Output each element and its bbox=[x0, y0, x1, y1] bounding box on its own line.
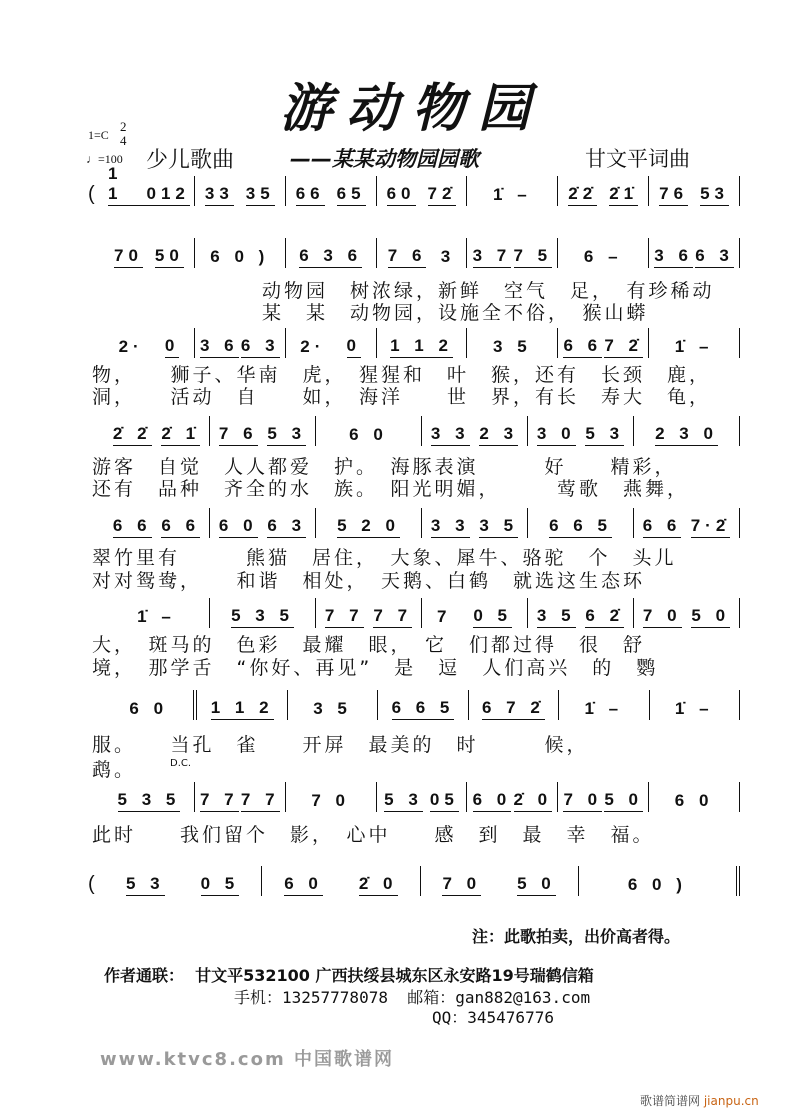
measure bbox=[286, 328, 377, 358]
measure bbox=[104, 598, 210, 628]
note-group: 6 3 bbox=[267, 516, 306, 538]
note-group: 72̇ bbox=[428, 184, 457, 206]
note-group: 65 bbox=[337, 184, 366, 206]
measure bbox=[558, 176, 649, 206]
notation-row bbox=[88, 598, 740, 628]
watermark: www.ktvc8.com 中国歌谱网 bbox=[100, 1049, 394, 1070]
measure bbox=[649, 328, 740, 358]
note-group: 5 2 0 bbox=[337, 516, 400, 538]
measure bbox=[649, 238, 740, 268]
auction-note: 注：此歌拍卖，出价高者得。 bbox=[472, 927, 681, 946]
note-group: 012 bbox=[146, 184, 189, 206]
composer: 甘文平词曲 bbox=[585, 147, 690, 171]
tempo: ♩=100 bbox=[86, 152, 123, 166]
note-group: 7 0 bbox=[311, 791, 350, 810]
measure bbox=[104, 328, 195, 358]
site-domain: jianpu.cn bbox=[703, 1094, 759, 1108]
note-group: 3 7 bbox=[473, 246, 512, 268]
note-group: 0 5 bbox=[201, 874, 240, 896]
subtitle: ——某某动物园园歌 bbox=[290, 147, 479, 171]
measure bbox=[104, 508, 210, 538]
note-group: 7 0 bbox=[563, 790, 602, 812]
note-group: 6 6 5 bbox=[549, 516, 612, 538]
note-group: 2̇ 0 bbox=[514, 790, 553, 812]
song-title: 游动物园 bbox=[280, 79, 545, 139]
note-group: 6 0 bbox=[674, 791, 714, 810]
note-group: 0 bbox=[165, 336, 179, 358]
note-group: 6 7 2̇ bbox=[482, 698, 545, 720]
measure bbox=[316, 416, 422, 446]
lyric-line: 翠竹里有 熊猫 居住， 大象、犀牛、骆驼 个 头儿 bbox=[92, 547, 677, 569]
measure bbox=[558, 238, 649, 268]
note-group: 5 0 bbox=[691, 606, 730, 628]
note-group: 66 bbox=[296, 184, 325, 206]
note-group: 7 6 bbox=[388, 246, 427, 268]
note-group: 2· bbox=[300, 337, 326, 356]
measure bbox=[421, 866, 579, 896]
measure bbox=[104, 164, 195, 206]
note-group: 6 0 bbox=[473, 790, 512, 812]
note-group: 50 bbox=[155, 246, 184, 268]
measure bbox=[316, 598, 422, 628]
note-group: 6 6 bbox=[113, 516, 152, 538]
note-group: 5 3 5 bbox=[118, 790, 181, 812]
note-group: 7 7 bbox=[241, 790, 280, 812]
measure bbox=[649, 176, 740, 206]
note-group: 7 6 bbox=[219, 424, 258, 446]
measure bbox=[195, 176, 286, 206]
note-group: 6 6 bbox=[643, 516, 682, 538]
note-group: 6 3 bbox=[241, 336, 280, 358]
note-group: 1 1 2 bbox=[211, 698, 274, 720]
measure bbox=[634, 416, 740, 446]
notation-row bbox=[88, 782, 740, 812]
lyric-line: 洞， 活动 自 如， 海洋 世 界，有长 寿大 龟， bbox=[92, 386, 712, 408]
note-group: 7·2̇ bbox=[691, 516, 731, 538]
measure bbox=[559, 690, 649, 720]
time-signature bbox=[120, 120, 127, 148]
measure bbox=[104, 866, 262, 896]
measure bbox=[377, 238, 468, 268]
da-capo-mark: D.C. bbox=[170, 758, 192, 769]
note-group: 6 0 bbox=[349, 425, 388, 444]
measure bbox=[528, 508, 634, 538]
note-group: 3 5 bbox=[479, 516, 518, 538]
measure bbox=[262, 866, 420, 896]
measure bbox=[197, 690, 287, 720]
note-group: 1̇ – bbox=[584, 699, 624, 718]
note-group: 6 3 6 bbox=[299, 246, 362, 268]
note-group: 6 2̇ bbox=[585, 606, 624, 628]
note-group: 5 3 bbox=[126, 874, 165, 896]
measure bbox=[634, 598, 740, 628]
measure bbox=[195, 238, 286, 268]
note-group: 1̇ – bbox=[674, 699, 714, 718]
measure bbox=[528, 416, 634, 446]
measure bbox=[579, 866, 740, 896]
note-group: 5 0 bbox=[517, 874, 556, 896]
note-group: 7 bbox=[436, 607, 452, 626]
meter-top: 2 bbox=[120, 119, 127, 134]
measure bbox=[104, 690, 197, 720]
measure bbox=[195, 328, 286, 358]
genre: 少儿歌曲 bbox=[146, 148, 235, 173]
note-group: 7 5 bbox=[514, 246, 553, 268]
measure bbox=[104, 416, 210, 446]
notation-row bbox=[88, 328, 740, 358]
note-group: 0 5 bbox=[473, 606, 512, 628]
measure bbox=[467, 782, 558, 812]
note-group: 53 bbox=[700, 184, 729, 206]
note-group: 2̇ 2̇ bbox=[113, 424, 152, 446]
measure bbox=[422, 508, 528, 538]
note-group: 7 2̇ bbox=[604, 336, 643, 358]
note-group: 7 0 bbox=[442, 874, 481, 896]
note-group: 7 7 bbox=[373, 606, 412, 628]
note-group: 3 6 bbox=[654, 246, 693, 268]
note-group: 7 7 bbox=[325, 606, 364, 628]
note-group: 70 bbox=[114, 246, 143, 268]
measure bbox=[558, 782, 649, 812]
note-group: 3 3 bbox=[431, 516, 470, 538]
note-group: 2̇ 1̇ bbox=[161, 424, 200, 446]
note-group: 5 3 bbox=[585, 424, 624, 446]
measure bbox=[316, 508, 422, 538]
note-group: 5 3 5 bbox=[231, 606, 294, 628]
lyric-line: 大， 斑马的 色彩 最耀 眼， 它 们都过得 很 舒 bbox=[92, 634, 646, 656]
measure bbox=[377, 782, 468, 812]
lyric-line: 动物园 树浓绿，新鲜 空气 足， 有珍稀动 bbox=[262, 280, 715, 302]
measure bbox=[377, 328, 468, 358]
measure bbox=[288, 690, 378, 720]
note-group: 1 1 bbox=[108, 164, 146, 206]
measure bbox=[469, 690, 559, 720]
note-group: 0 bbox=[347, 336, 361, 358]
contact-address: 作者通联： 甘文平532100 广西扶绥县城东区永安路19号瑞鹤信箱 bbox=[104, 966, 594, 985]
measure bbox=[467, 176, 558, 206]
measure bbox=[422, 416, 528, 446]
repeat-paren: ( bbox=[88, 873, 95, 895]
notation-row bbox=[88, 164, 740, 206]
note-group: 3 5 bbox=[537, 606, 576, 628]
note-group: 1̇ – bbox=[493, 185, 532, 204]
note-group: 76 bbox=[659, 184, 688, 206]
measure bbox=[650, 690, 740, 720]
note-group: 3 5 bbox=[493, 337, 532, 356]
note-group: 1̇ – bbox=[674, 337, 714, 356]
note-group: 2̇ 0 bbox=[359, 874, 398, 896]
note-group: 1̇ – bbox=[137, 607, 176, 626]
note-group: 2̇2̇ bbox=[568, 184, 597, 206]
note-group: 2̇1̇ bbox=[609, 184, 638, 206]
note-group: 3 6 bbox=[200, 336, 239, 358]
measure bbox=[528, 598, 634, 628]
notation-row bbox=[88, 238, 740, 268]
site-name: 歌谱简谱网 bbox=[640, 1094, 701, 1108]
note-group: 6 0 bbox=[129, 699, 169, 718]
note-group: 6 6 bbox=[563, 336, 602, 358]
measure bbox=[210, 508, 316, 538]
measure bbox=[378, 690, 468, 720]
note-group: 1 1 2 bbox=[390, 336, 453, 358]
note-group: 5 3 bbox=[267, 424, 306, 446]
lyric-line: 某 某 动物园，设施全不俗， 猴山蟒 bbox=[262, 302, 649, 324]
note-group: 3 0 bbox=[537, 424, 576, 446]
note-group: 6 6 5 bbox=[392, 698, 455, 720]
lyric-line: 鹉。 bbox=[92, 759, 137, 781]
lyric-line: 服。 当孔 雀 开屏 最美的 时 候， bbox=[92, 734, 589, 756]
measure bbox=[104, 238, 195, 268]
note-group: 6 0 bbox=[284, 874, 323, 896]
lyric-line: 对对鸳鸯， 和谐 相处， 天鹅、白鹤 就选这生态环 bbox=[92, 570, 646, 592]
lyric-line: 此时 我们留个 影， 心中 感 到 最 幸 福。 bbox=[92, 824, 655, 846]
note-group: 7 7 bbox=[200, 790, 239, 812]
notation-row bbox=[88, 508, 740, 538]
measure bbox=[286, 782, 377, 812]
note-group: 6 0 bbox=[219, 516, 258, 538]
note-group: 60 bbox=[387, 184, 416, 206]
measure bbox=[634, 508, 740, 538]
note-group: 6 0 ) bbox=[627, 875, 687, 894]
note-group: 2 3 0 bbox=[655, 424, 718, 446]
measure bbox=[467, 328, 558, 358]
repeat-paren: ( bbox=[88, 183, 95, 205]
note-group: 35 bbox=[246, 184, 275, 206]
measure bbox=[558, 328, 649, 358]
lyric-line: 物， 狮子、华南 虎， 猩猩和 叶 猴，还有 长颈 鹿， bbox=[92, 364, 712, 386]
meter-bottom: 4 bbox=[120, 133, 127, 148]
measure bbox=[286, 238, 377, 268]
note-group: 5 3 bbox=[384, 790, 423, 812]
note-group: 6 0 ) bbox=[210, 247, 270, 266]
note-group: 6 3 bbox=[695, 246, 734, 268]
note-group: 5 0 bbox=[604, 790, 643, 812]
notation-row bbox=[88, 690, 740, 720]
measure bbox=[210, 598, 316, 628]
key-signature: 1=C bbox=[88, 128, 109, 142]
contact-phone-email: 手机：13257778078 邮箱：gan882@163.com bbox=[234, 988, 591, 1007]
note-group: 3 3 bbox=[431, 424, 470, 446]
notation-row bbox=[88, 866, 740, 896]
measure bbox=[286, 176, 377, 206]
measure bbox=[104, 782, 195, 812]
site-watermark bbox=[640, 1092, 759, 1109]
lyric-line: 境， 那学舌 “你好、再见” 是 逗 人们高兴 的 鹦 bbox=[92, 657, 659, 679]
measure bbox=[422, 598, 528, 628]
note-group: 6 6 bbox=[161, 516, 200, 538]
note-group: 3 bbox=[440, 247, 456, 266]
note-group: 7 0 bbox=[643, 606, 682, 628]
note-group: 33 bbox=[205, 184, 234, 206]
note-group: 2 3 bbox=[479, 424, 518, 446]
note-group: 3 5 bbox=[313, 699, 352, 718]
note-group: 05 bbox=[430, 790, 459, 812]
measure bbox=[467, 238, 558, 268]
measure bbox=[210, 416, 316, 446]
measure bbox=[649, 782, 740, 812]
lyric-line: 还有 品种 齐全的水 族。 阳光明媚， 莺歌 燕舞， bbox=[92, 478, 690, 500]
contact-qq: QQ：345476776 bbox=[432, 1008, 554, 1027]
note-group: 6 – bbox=[583, 247, 623, 266]
measure bbox=[377, 176, 468, 206]
measure bbox=[195, 782, 286, 812]
notation-row bbox=[88, 416, 740, 446]
lyric-line: 游客 自觉 人人都爱 护。 海豚表演 好 精彩， bbox=[92, 456, 677, 478]
note-group: 2· bbox=[118, 337, 144, 356]
